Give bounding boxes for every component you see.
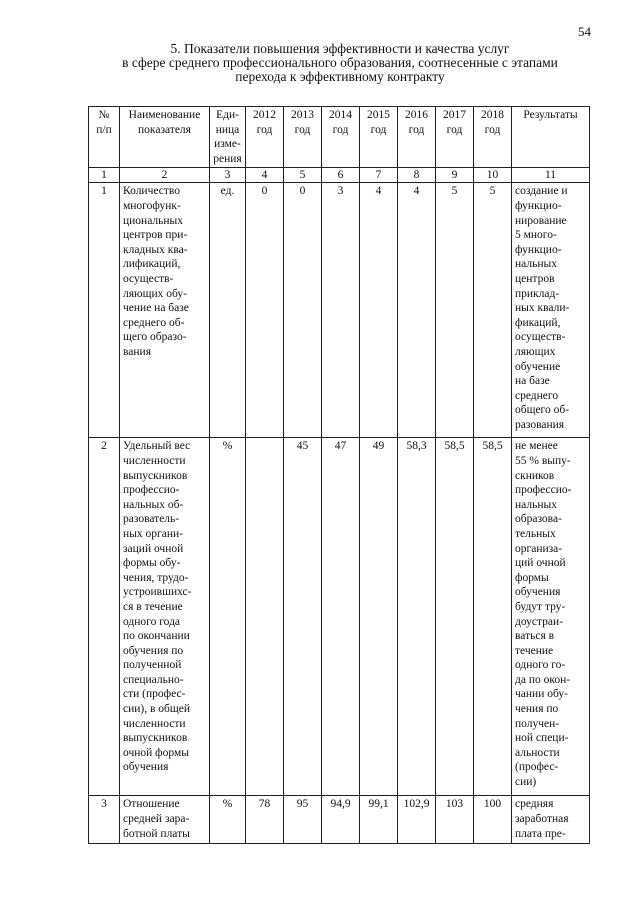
column-number: 1 (89, 168, 120, 183)
header-cell-2012: 2012 год (246, 107, 284, 168)
header-cell-2016: 2016 год (398, 107, 436, 168)
unit-cell: % (210, 796, 246, 844)
header-cell-indicator: Наименование показателя (120, 107, 210, 168)
header-cell-2013: 2013 год (284, 107, 322, 168)
value-2017: 103 (436, 796, 474, 844)
header-cell-unit: Еди- ница изме- рения (210, 107, 246, 168)
table-row (89, 183, 590, 438)
header-cell-2017: 2017 год (436, 107, 474, 168)
value-2014: 47 (322, 438, 360, 796)
title-line-1: 5. Показатели повышения эффективности и качества услуг (170, 41, 510, 56)
value-2016: 102,9 (398, 796, 436, 844)
unit-cell: % (210, 438, 246, 796)
row-number: 1 (89, 183, 120, 438)
value-2013: 45 (284, 438, 322, 796)
value-2018: 58,5 (474, 438, 512, 796)
value-2015: 99,1 (360, 796, 398, 844)
header-cell-results: Результаты (512, 107, 590, 168)
column-number: 6 (322, 168, 360, 183)
result-cell: не менее 55 % выпу- скников профессио- нальных образова- тельных организа- ций очной формы обучения будут тру- доустраи- ваться в течение одного го- да по окон- чании обу- чения по получен- ной специ- альности (профес- сии) (512, 438, 590, 796)
column-number-row (89, 168, 590, 183)
section-title (80, 42, 600, 84)
column-number: 11 (512, 168, 590, 183)
value-2016: 4 (398, 183, 436, 438)
unit-cell: ед. (210, 183, 246, 438)
page-number: 54 (578, 24, 591, 39)
value-2018: 5 (474, 183, 512, 438)
value-2014: 3 (322, 183, 360, 438)
column-number: 10 (474, 168, 512, 183)
value-2015: 4 (360, 183, 398, 438)
header-cell-number: № п/п (89, 107, 120, 168)
column-number: 4 (246, 168, 284, 183)
value-2013: 95 (284, 796, 322, 844)
header-cell-2014: 2014 год (322, 107, 360, 168)
result-cell: создание и функцио- нирование 5 много- функцио- нальных центров приклад- ных квали- фикаций, осуществ- ляющих обучение на базе среднего общего об- разования (512, 183, 590, 438)
value-2014: 94,9 (322, 796, 360, 844)
indicators-table (88, 106, 590, 844)
column-number: 7 (360, 168, 398, 183)
title-line-2: в сфере среднего профессионального образования, соотнесенные с этапами (122, 55, 558, 70)
value-2017: 5 (436, 183, 474, 438)
title-line-3: перехода к эффективному контракту (235, 69, 445, 84)
value-2012: 0 (246, 183, 284, 438)
result-cell: средняя заработная плата пре- (512, 796, 590, 844)
indicator-name: Отношение средней зара- ботной платы (120, 796, 210, 844)
value-2013: 0 (284, 183, 322, 438)
value-2018: 100 (474, 796, 512, 844)
value-2017: 58,5 (436, 438, 474, 796)
row-number: 3 (89, 796, 120, 844)
row-number: 2 (89, 438, 120, 796)
table-row (89, 438, 590, 796)
column-number: 5 (284, 168, 322, 183)
column-number: 9 (436, 168, 474, 183)
value-2012 (246, 438, 284, 796)
column-number: 8 (398, 168, 436, 183)
column-number: 2 (120, 168, 210, 183)
value-2012: 78 (246, 796, 284, 844)
column-number: 3 (210, 168, 246, 183)
header-cell-2018: 2018 год (474, 107, 512, 168)
value-2016: 58,3 (398, 438, 436, 796)
table-header-row (89, 107, 590, 168)
table-row (89, 796, 590, 844)
indicator-name: Удельный вес численности выпускников профессио- нальных об- разователь- ных органи- заций очной формы обу- чения, трудо- устроившихс- ся в течение одного года по окончании обучения по полученной специально- сти (профес- сии), в общей численности выпускников очной формы обучения (120, 438, 210, 796)
value-2015: 49 (360, 438, 398, 796)
header-cell-2015: 2015 год (360, 107, 398, 168)
indicator-name: Количество многофунк- циональных центров при- кладных ква- лификаций, осуществ- ляющих обу- чение на базе среднего об- щего образо- вания (120, 183, 210, 438)
